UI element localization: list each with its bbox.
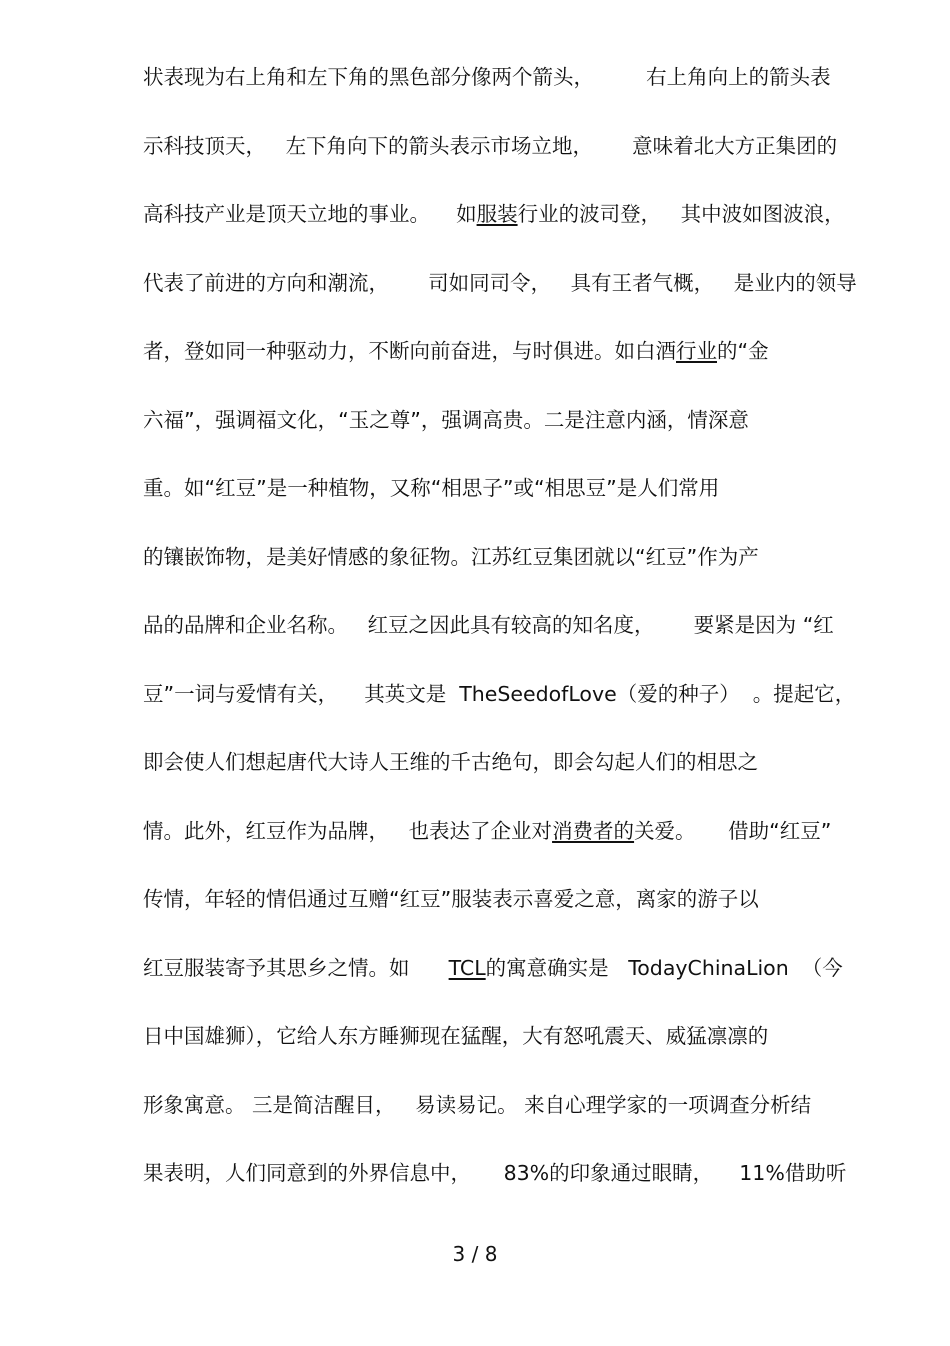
text-segment: 关爱。 [634,819,696,843]
text-segment [594,65,646,89]
underlined-link-text[interactable]: 消费者的 [552,819,635,843]
text-segment: 的镶嵌饰物，是美好情感的象征物。江苏红豆集团就以“红豆”作为产 [143,545,759,569]
text-segment: 要紧是因为 “红 [693,613,834,637]
text-segment [713,1161,739,1185]
text-segment: 的寓意确实是 TodayChinaLion （今 [485,956,843,980]
text-segment [551,271,571,295]
text-segment: 高科技产业是顶天立地的事业。 [143,202,430,226]
text-segment: 11%借助听 [739,1161,847,1185]
text-segment: 状表现为右上角和左下角的黑色部分像两个箭头， [143,65,594,89]
text-line [143,884,878,914]
text-segment: 豆”一词与爱情有关， [143,682,339,706]
text-line [143,1090,878,1120]
text-segment: 情。此外，红豆作为品牌， [143,819,389,843]
text-segment: 品的品牌和企业名称。 [143,613,348,637]
text-segment: 右上角向上的箭头表 [646,65,831,89]
underlined-link-text[interactable]: TCL [448,956,486,980]
text-segment: 其英文是 TheSeedofLove（爱的种子） 。提起它， [364,682,856,706]
text-line [143,816,878,846]
text-segment [410,956,449,980]
text-segment: 左下角向下的箭头表示市场立地， [285,134,594,158]
text-line [143,473,878,503]
text-line [143,199,878,229]
text-segment: 也表达了企业对 [408,819,553,843]
text-segment: 传情，年轻的情侣通过互赠“红豆”服装表示喜爱之意，离家的游子以 [143,887,759,911]
text-segment [266,134,286,158]
text-segment [655,613,694,637]
text-segment [348,613,368,637]
text-segment: 具有王者气概， [570,271,715,295]
text-segment: 形象寓意。 三是简洁醒目， [143,1093,396,1117]
text-line [143,336,878,366]
text-segment: 重。如“红豆”是一种植物，又称“相思子”或“相思豆”是人们常用 [143,476,720,500]
text-line [143,953,878,983]
text-segment: 行业的波司登， [517,202,662,226]
text-segment: 果表明，人们同意到的外界信息中， [143,1161,471,1185]
text-segment: 代表了前进的方向和潮流， [143,271,389,295]
page-number: 3 / 8 [452,1242,498,1266]
underlined-link-text[interactable]: 服装 [476,202,518,226]
text-segment: 日中国雄狮），它给人东方睡狮现在猛醒，大有怒吼震天、威猛凛凛的 [143,1024,769,1048]
text-line [143,131,878,161]
text-segment: 红豆之因此具有较高的知名度， [367,613,655,637]
text-line [143,1158,878,1188]
text-segment: 红豆服装寄予其思乡之情。如 [143,956,410,980]
text-line [143,62,878,92]
text-segment [714,271,734,295]
text-segment: 的“金 [717,339,769,363]
text-line [143,679,878,709]
text-segment [593,134,632,158]
text-segment [696,819,729,843]
text-segment: 易读易记。 来自心理学家的一项调查分析结 [415,1093,812,1117]
text-segment: 如 [456,202,477,226]
text-segment [396,1093,416,1117]
text-line [143,610,878,640]
text-segment: 是业内的领导 [733,271,857,295]
text-segment [471,1161,504,1185]
text-segment: 83%的印象通过眼睛， [503,1161,714,1185]
text-segment [389,819,409,843]
text-segment [389,271,428,295]
text-line [143,542,878,572]
text-segment: 者，登如同一种驱动力，不断向前奋进，与时俱进。如白酒 [143,339,676,363]
text-segment: 六福”，强调福文化，“玉之尊”，强调高贵。二是注意内涵，情深意 [143,408,749,432]
underlined-link-text[interactable]: 行业 [676,339,717,363]
text-segment [338,682,364,706]
text-line [143,405,878,435]
text-segment [661,202,681,226]
text-segment [430,202,456,226]
text-line [143,1021,878,1051]
text-segment: 借助“红豆” [728,819,832,843]
text-segment: 司如同司令， [428,271,552,295]
text-segment: 即会使人们想起唐代大诗人王维的千古绝句，即会勾起人们的相思之 [143,750,758,774]
text-segment: 意味着北大方正集团的 [632,134,838,158]
text-line [143,747,878,777]
text-segment: 其中波如图波浪， [680,202,845,226]
text-line [143,268,878,298]
text-segment: 示科技顶天， [143,134,266,158]
